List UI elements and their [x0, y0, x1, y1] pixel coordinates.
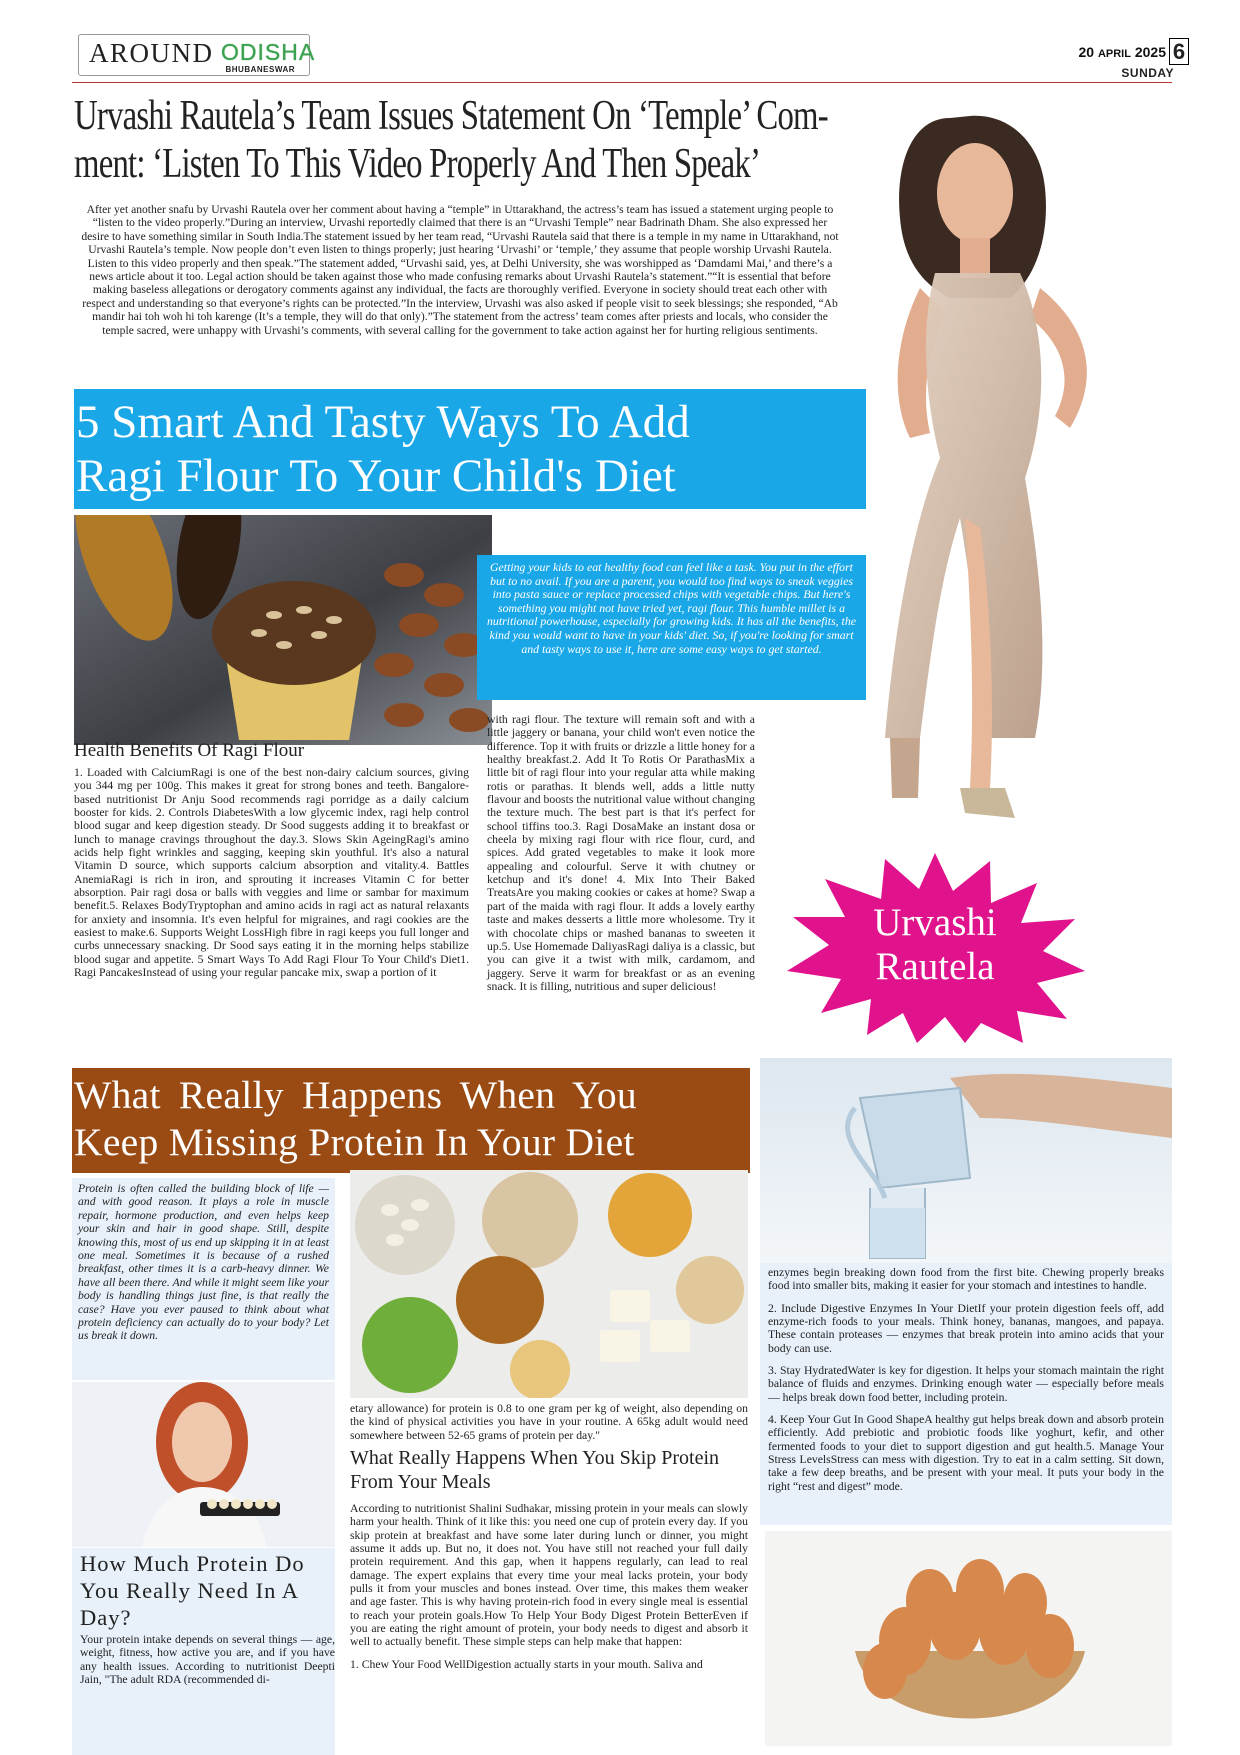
- article1-headline-line1: Urvashi Rautela’s Team Issues Statement On ‘Temple’ Com-: [74, 93, 828, 139]
- article3-mid-body: [350, 1502, 748, 1671]
- article2-headline-line1: 5 Smart And Tasty Ways To Add: [76, 396, 690, 448]
- article3-headline-line2: Keep Missing Protein In Your Diet: [74, 1120, 635, 1164]
- water-pitcher-photo: [760, 1058, 1172, 1263]
- article3-intro-panel: [72, 1178, 335, 1380]
- tip-para-1: enzymes begin breaking down food from the first bite. Chewing properly breaks food into smaller bits, making it easier for your stomach and intestines to handle.: [768, 1266, 1164, 1293]
- article3-mid-body-p2: 1. Chew Your Food WellDigestion actually starts in your mouth. Saliva and: [350, 1657, 703, 1671]
- logo-around-text: AROUND: [89, 38, 214, 68]
- article3-headline-line1: What Really Happens When You: [74, 1073, 637, 1117]
- logo-city-text: BHUBANESWAR: [225, 65, 295, 74]
- article3-subhead-left: How Much Protein Do You Really Need In A Day?: [80, 1551, 305, 1630]
- date-day: 20: [1078, 44, 1095, 60]
- logo-odisha-text: ODISHA: [221, 39, 316, 65]
- protein-foods-photo: [350, 1170, 748, 1398]
- masthead-logo: [78, 34, 316, 76]
- date-year: 2025: [1134, 44, 1166, 60]
- article1-headline-line2: ment: ‘Listen To This Video Properly And Then Speak’: [74, 141, 761, 187]
- issue-date: [1078, 44, 1166, 60]
- article2-intro-panel: [477, 555, 866, 700]
- ragi-muffin-photo: [74, 515, 492, 745]
- masthead-divider: [72, 82, 1172, 83]
- article3-mid-top: etary allowance) for protein is 0.8 to one gram per kg of weight, also depending on the kind of physical activities you have in your routine. A 65kg adult would need somewhere between 52-65 grams of protein per day.": [350, 1402, 748, 1442]
- article2-intro: Getting your kids to eat healthy food can feel like a task. You put in the effort but to no avail. If you are a parent, you would too find ways to sneak veggies into pasta sauce or replace processed chips with vegetable chips. But here's something you might not have tried yet, ragi flour. This humble millet is a nutritional powerhouse, especially for growing kids. It has all the benefits, the kind you would want to have in your kids' diet. So, if you're looking for smart and tasty ways to use it, here are some easy ways to get started.: [487, 560, 856, 656]
- article3-mid-body-p1: According to nutritionist Shalini Sudhakar, missing protein in your meals can slowly harm your health. Think of it like this: you need one cup of protein every day. If you skip protein at breakfast and have some later during lunch or dinner, you might assume it adds up. But no, it does not. You have still not reached your full daily protein requirement. And this gap, when it happens regularly, can lead to real damage. The expert explains that every time your meal lacks protein, your body pulls it from your muscles and bones instead. Over time, this makes them weaker and age faster. This is why having protein-rich food in every single meal is essential to reach your protein goals.How To Help Your Body Digest Protein BetterEven if you are eating the right amount of protein, your body needs to digest and absorb it well to actually benefit. These simple steps can help make that happen:: [350, 1502, 748, 1649]
- date-month: APRIL: [1097, 48, 1131, 60]
- woman-eating-photo: [72, 1382, 335, 1547]
- caption-line2: Rautela: [875, 945, 995, 988]
- article3-right-body: [768, 1266, 1164, 1493]
- urvashi-caption-starburst: [785, 853, 1085, 1043]
- article3-left-body: Your protein intake depends on several things — age, weight, fitness, how active you are, and if you have any health issues. According to nutritionist Deepti Jain, "The adult RDA (recommended di-: [80, 1633, 335, 1687]
- article2-headline: [74, 389, 866, 509]
- article2-column2: with ragi flour. The texture will remain soft and with a little jaggery or banana, your child won't even notice the difference. Top it with fruits or drizzle a little honey for a healthy breakfast.2. Add It To Rotis Or ParathasMix a little bit of ragi flour into your regular atta while making rotis or parathas. It blends well, adds a little nutty flavour and boosts the nutritional value without changing the texture much. The best part is that it's perfect for school tiffins too.3. Ragi DosaMake an instant dosa or cheela by mixing ragi flour with rice flour, curd, and spices. Add grated vegetables to make it look more appealing and colourful. Serve it with chutney or ketchup and it's done! 4. Mix Into Their Baked TreatsAre you making cookies or cakes at home? Swap a part of the maida with ragi flour. It adds a lovely earthy taste and makes desserts a little more wholesome. Try it with chocolate chips or mashed bananas to sweeten it up.5. Use Homemade DaliyasRagi daliya is a classic, but you can give it a twist with milk, cardamom, and jaggery. Serve it warm for breakfast or as an evening snack. It is filling, nutritious and super delicious!: [487, 713, 755, 993]
- caption-text: [785, 901, 1085, 989]
- caption-line1: Urvashi: [873, 901, 997, 944]
- article2-subhead: Health Benefits Of Ragi Flour: [74, 740, 305, 761]
- page-number: 6: [1169, 38, 1189, 65]
- weekday: SUNDAY: [1121, 66, 1174, 80]
- article3-headline: [72, 1068, 750, 1173]
- article1-body: After yet another snafu by Urvashi Rautela over her comment about having a “temple” in Uttarakhand, the actress’s team has issued a statement urging people to “listen to the video properly.”During an interview, Urvashi reportedly claimed that there is an “Urvashi Temple” near Badrinath Dham. She also expressed her desire to have something similar in South India.The statement issued by her team read, “Urvashi Rautela said that there is a temple in my name in Uttarakhand, not Urvashi Rautela’s temple. Now people don’t even listen to things properly; just hearing ‘Urvashi’ or ‘temple,’ they assume that people worship Urvashi Rautela. Listen to this video properly and then speak.”The statement added, “Urvashi said, yes, at Delhi University, she was worshipped as ‘Damdami Mai,’ and there’s a news article about it too. Legal action should be taken against those who made confusing remarks about Urvashi Rautela’s statement.”“It is essential that before making baseless allegations or derogatory comments against any individual, the facts are thoroughly verified. Everyone in society should treat each other with respect and understanding so that everyone’s rights can be protected.”In the interview, Urvashi was also asked if people visit to seek blessings; she responded, “Ab mandir hai toh woh hi toh karenge (It’s a temple, they will do that only).”The statement from the actress’ team comes after priests and locals, who consider the temple sacred, were unhappy with Urvashi’s comments, with several calling for the government to take action against her for hurting religious sentiments.: [81, 203, 839, 337]
- tip-para-3: 3. Stay HydratedWater is key for digestion. It helps your stomach maintain the right balance of fluids and enzymes. Drinking enough water — especially before meals — helps break down food better, including protein.: [768, 1364, 1164, 1404]
- article3-intro: Protein is often called the building block of life — and with good reason. It plays a role in muscle repair, hormone production, and even helps keep your skin and hair in good shape. Still, despite knowing this, most of us end up skipping it in at least one meal. Sometimes it is because of a rushed breakfast, other times it is a carb-heavy dinner. We have all been there. And while it might seem like your body is handling things just fine, is that really the case? Have you ever paused to think about what protein deficiency can actually do to your body? Let us break it down.: [78, 1182, 329, 1343]
- tip-para-4: 4. Keep Your Gut In Good ShapeA healthy gut helps break down and absorb protein efficiently. Add prebiotic and probiotic foods like yoghurt, kefir, and other fermented foods to your diet to support digestion and gut health.5. Manage Your Stress LevelsStress can mess with digestion. Try to eat in a calm setting. Sit down, take a few deep breaths, and be present with your meal. It puts your body in the right “rest and digest” mode.: [768, 1413, 1164, 1493]
- article2-column1: 1. Loaded with CalciumRagi is one of the best non-dairy calcium sources, giving you 344 mg per 100g. This makes it great for strong bones and teeth. Bangalore-based nutritionist Dr Anju Sood recommends ragi porridge as a daily calcium booster for kids. 2. Controls DiabetesWith a low glycemic index, ragi help control blood sugar and keep digestion steady. Dr Sood suggests adding it to breakfast or lunch to manage cravings throughout the day.3. Slows Skin AgeingRagi's amino acids help fight wrinkles and sagging, keeping skin youthful. It's also a natural Vitamin D source, which supports calcium absorption and vitality.4. Battles AnemiaRagi is rich in iron, and sprouting it increases Vitamin C for better absorption. Pair ragi dosa or balls with veggies and lime or sambar for maximum benefit.5. Relaxes BodyTryptophan and amino acids in ragi act as natural relaxants for anxiety and insomnia. It's even helpful for migraines, and ragi cookies are the easiest to make.6. Supports Weight LossHigh fibre in ragi keeps you full longer and curbs unnecessary snacking. Dr Sood says eating it in the morning helps stabilize blood sugar and appetite. 5 Smart Ways To Add Ragi Flour To Your Child's Diet1. Ragi PancakesInstead of using your regular pancake mix, swap a portion of it: [74, 766, 469, 980]
- tip-para-2: 2. Include Digestive Enzymes In Your DietIf your protein digestion feels off, add enzyme-rich foods to your meals. Think honey, bananas, mangoes, and papaya. These contain proteases — enzymes that break protein into amino acids that your body can use.: [768, 1301, 1164, 1355]
- article2-headline-line2: Ragi Flour To Your Child's Diet: [76, 450, 676, 502]
- article1-headline: [74, 92, 854, 188]
- article3-subhead-mid: What Really Happens When You Skip Protein From Your Meals: [350, 1447, 720, 1493]
- eggs-bowl-photo: [765, 1531, 1172, 1746]
